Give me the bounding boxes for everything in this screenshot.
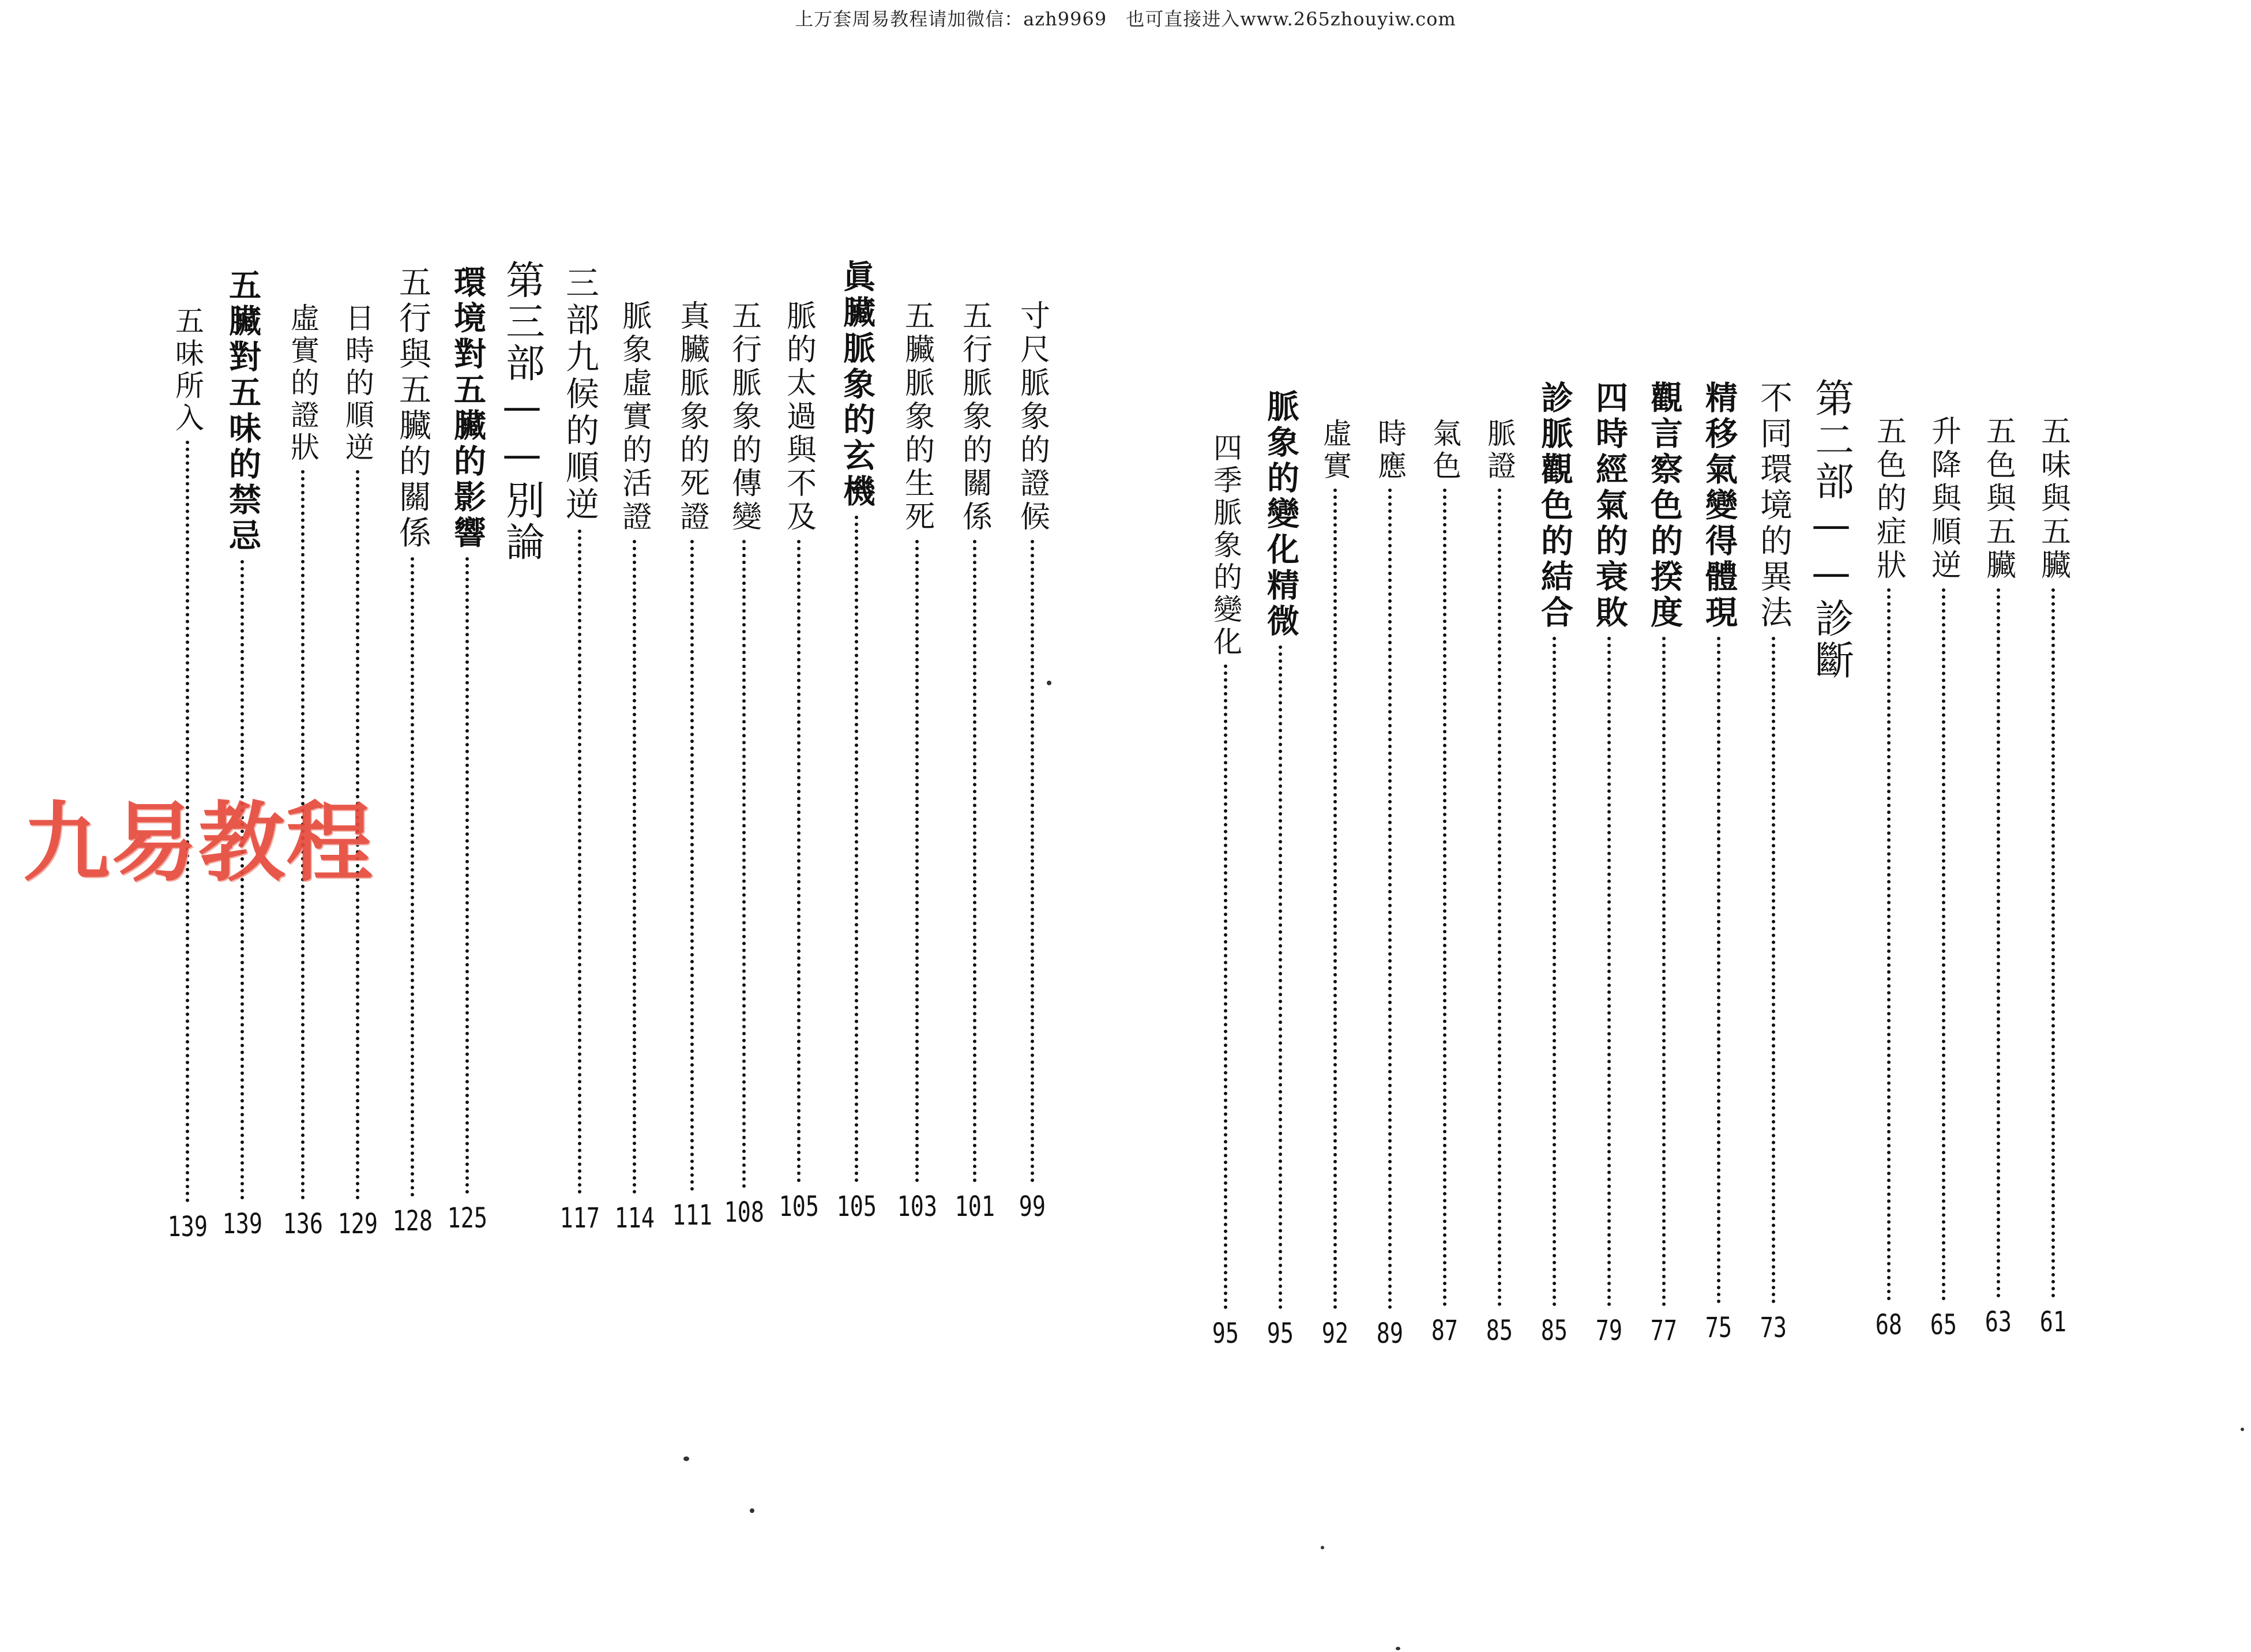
toc-entry[interactable] — [1416, 418, 1474, 1347]
toc-entry-title: 脈的太過與不及 — [781, 300, 816, 534]
toc-entry[interactable] — [2024, 415, 2082, 1338]
toc-entry[interactable] — [329, 303, 386, 1240]
toc-entry[interactable] — [888, 300, 946, 1223]
toc-entry-title: 五臟對五味的禁忌 — [224, 268, 261, 554]
toc-entry-title: 升降與順逆 — [1926, 415, 1961, 583]
toc-entry[interactable] — [1580, 381, 1638, 1347]
toc-entry-title: 虛實 — [1318, 418, 1352, 483]
toc-entry[interactable] — [551, 265, 608, 1234]
leader-dots — [578, 530, 581, 1194]
leader-dots — [411, 557, 414, 1197]
toc-entry-title: 環境對五臟的影響 — [449, 265, 486, 551]
toc-entry-title: 時應 — [1373, 418, 1407, 483]
toc-entry-page: 105 — [836, 1191, 877, 1223]
leader-dots — [1443, 489, 1446, 1306]
right-page — [1125, 0, 2251, 1652]
toc-entry[interactable] — [1970, 415, 2027, 1338]
leader-dots — [1031, 540, 1034, 1182]
toc-entry-page: 117 — [559, 1202, 600, 1234]
toc-entry-page: 85 — [1486, 1315, 1513, 1347]
toc-entry[interactable] — [828, 260, 885, 1223]
watermark-logo: 九易教程 — [23, 793, 374, 893]
scan-speck — [1321, 1546, 1324, 1549]
toc-entry-title: 脈證 — [1483, 418, 1516, 483]
part-heading-title: 第二部——診斷 — [1808, 378, 1854, 681]
toc-entry-page: 92 — [1321, 1317, 1349, 1350]
toc-entry-page: 63 — [1985, 1306, 2012, 1338]
leader-dots — [1607, 637, 1611, 1306]
toc-entry[interactable] — [715, 300, 773, 1229]
toc-entry-title: 氣色 — [1428, 418, 1461, 483]
page-header-banner: 上万套周易教程请加微信：azh9969 也可直接进入www.265zhouyiw.com — [795, 8, 1456, 30]
leader-dots — [1772, 637, 1775, 1304]
scan-speck — [683, 1456, 689, 1461]
leader-dots — [465, 557, 469, 1194]
toc-entry-page: 65 — [1930, 1309, 1957, 1341]
toc-entry[interactable] — [438, 265, 496, 1234]
toc-entry-page: 125 — [447, 1202, 487, 1234]
part-heading-title: 第三部——別論 — [499, 260, 545, 563]
toc-entry-title: 寸尺脈象的證候 — [1014, 300, 1050, 534]
toc-entry-page: 139 — [222, 1208, 262, 1240]
toc-entry-page: 75 — [1705, 1312, 1733, 1344]
toc-entry[interactable] — [606, 300, 663, 1234]
toc-entry-page: 95 — [1212, 1317, 1239, 1350]
toc-entry-page: 129 — [337, 1208, 378, 1240]
toc-entry-page: 95 — [1267, 1317, 1294, 1350]
toc-entry-page: 73 — [1760, 1312, 1787, 1344]
toc-entry-title: 日時的順逆 — [341, 303, 374, 464]
toc-entry-page: 103 — [897, 1191, 937, 1223]
toc-entry-title: 精移氣變得體現 — [1700, 381, 1738, 631]
leader-dots — [1662, 637, 1666, 1306]
leader-dots — [1887, 588, 1891, 1301]
leader-dots — [1997, 588, 2000, 1298]
leader-dots — [1553, 637, 1556, 1306]
part-heading[interactable] — [490, 260, 554, 606]
toc-entry[interactable] — [213, 268, 271, 1240]
leader-dots — [973, 540, 976, 1182]
leader-dots — [915, 540, 919, 1182]
toc-entry-title: 真臟脈象的死證 — [674, 300, 709, 534]
toc-entry-title: 不同環境的異法 — [1755, 381, 1792, 631]
leader-dots — [1942, 588, 1945, 1301]
toc-entry[interactable] — [1745, 381, 1802, 1344]
toc-entry-title: 虛實的證狀 — [286, 303, 320, 464]
leader-dots — [1279, 645, 1282, 1309]
toc-entry[interactable] — [1471, 418, 1528, 1347]
toc-entry-title: 五臟脈象的生死 — [899, 300, 934, 534]
toc-entry[interactable] — [1690, 381, 1748, 1344]
toc-entry-page: 101 — [954, 1191, 995, 1223]
scan-speck — [1396, 1647, 1400, 1650]
toc-entry-title: 四時經氣的衰敗 — [1591, 381, 1628, 631]
toc-entry-page: 128 — [392, 1205, 433, 1237]
leader-dots — [2051, 588, 2055, 1298]
scan-speck — [750, 1508, 754, 1513]
leader-dots — [1388, 489, 1392, 1309]
toc-entry-title: 五行脈象的傳變 — [726, 300, 761, 534]
toc-entry-title: 五行脈象的關係 — [957, 300, 992, 534]
toc-entry[interactable] — [663, 300, 721, 1232]
toc-entry[interactable] — [1635, 381, 1693, 1347]
toc-entry[interactable] — [1197, 433, 1254, 1350]
toc-entry[interactable] — [384, 265, 441, 1237]
scan-speck — [2241, 1428, 2244, 1431]
toc-entry-title: 五味所入 — [171, 306, 204, 435]
leader-dots — [1717, 637, 1720, 1304]
leader-dots — [742, 540, 746, 1188]
leader-dots — [690, 540, 694, 1191]
toc-entry-title: 五色的症狀 — [1871, 415, 1906, 583]
toc-entry-page: 61 — [2039, 1306, 2067, 1338]
leader-dots — [1498, 489, 1501, 1306]
toc-entry[interactable] — [274, 303, 332, 1240]
toc-entry[interactable] — [1306, 418, 1364, 1350]
toc-entry[interactable] — [1860, 415, 1918, 1341]
toc-entry-title: 脈象的變化精微 — [1262, 389, 1299, 640]
scan-speck — [1047, 681, 1051, 685]
toc-entry-page: 99 — [1019, 1191, 1046, 1223]
toc-entry[interactable] — [1525, 381, 1583, 1347]
toc-entry-title: 眞臟脈象的玄機 — [838, 260, 875, 510]
leader-dots — [633, 540, 636, 1194]
leader-dots — [1333, 489, 1337, 1309]
toc-entry-page: 105 — [779, 1191, 819, 1223]
toc-entry-page: 87 — [1431, 1315, 1459, 1347]
toc-entry[interactable] — [1252, 389, 1309, 1350]
toc-entry-page: 111 — [672, 1199, 712, 1232]
toc-entry-title: 觀言察色的揆度 — [1645, 381, 1683, 631]
toc-entry-page: 136 — [283, 1208, 323, 1240]
toc-entry[interactable] — [1004, 300, 1061, 1223]
toc-entry-title: 五色與五臟 — [1981, 415, 2016, 583]
toc-entry-page: 85 — [1540, 1315, 1568, 1347]
toc-entry[interactable] — [946, 300, 1004, 1223]
leader-dots — [855, 516, 858, 1182]
toc-entry-title: 四季脈象的變化 — [1209, 433, 1242, 659]
toc-entry-page: 139 — [167, 1211, 208, 1243]
toc-entry-title: 診脈觀色的結合 — [1536, 381, 1573, 631]
toc-entry-title: 五味與五臟 — [2035, 415, 2070, 583]
toc-entry-page: 89 — [1376, 1317, 1404, 1350]
part-heading[interactable] — [1799, 378, 1863, 724]
toc-entry-page: 79 — [1595, 1315, 1623, 1347]
toc-entry[interactable] — [1361, 418, 1419, 1350]
toc-entry-title: 三部九候的順逆 — [560, 265, 599, 524]
leader-dots — [797, 540, 801, 1182]
toc-entry[interactable] — [1915, 415, 1972, 1341]
toc-entry-title: 五行與五臟的關係 — [394, 265, 431, 551]
toc-entry-page: 77 — [1650, 1315, 1678, 1347]
toc-entry-page: 68 — [1875, 1309, 1903, 1341]
toc-entry[interactable] — [770, 300, 828, 1223]
leader-dots — [1224, 664, 1227, 1309]
toc-entry-title: 脈象虛實的活證 — [617, 300, 652, 534]
toc-entry-page: 108 — [724, 1196, 764, 1229]
toc-entry-page: 114 — [614, 1202, 655, 1234]
